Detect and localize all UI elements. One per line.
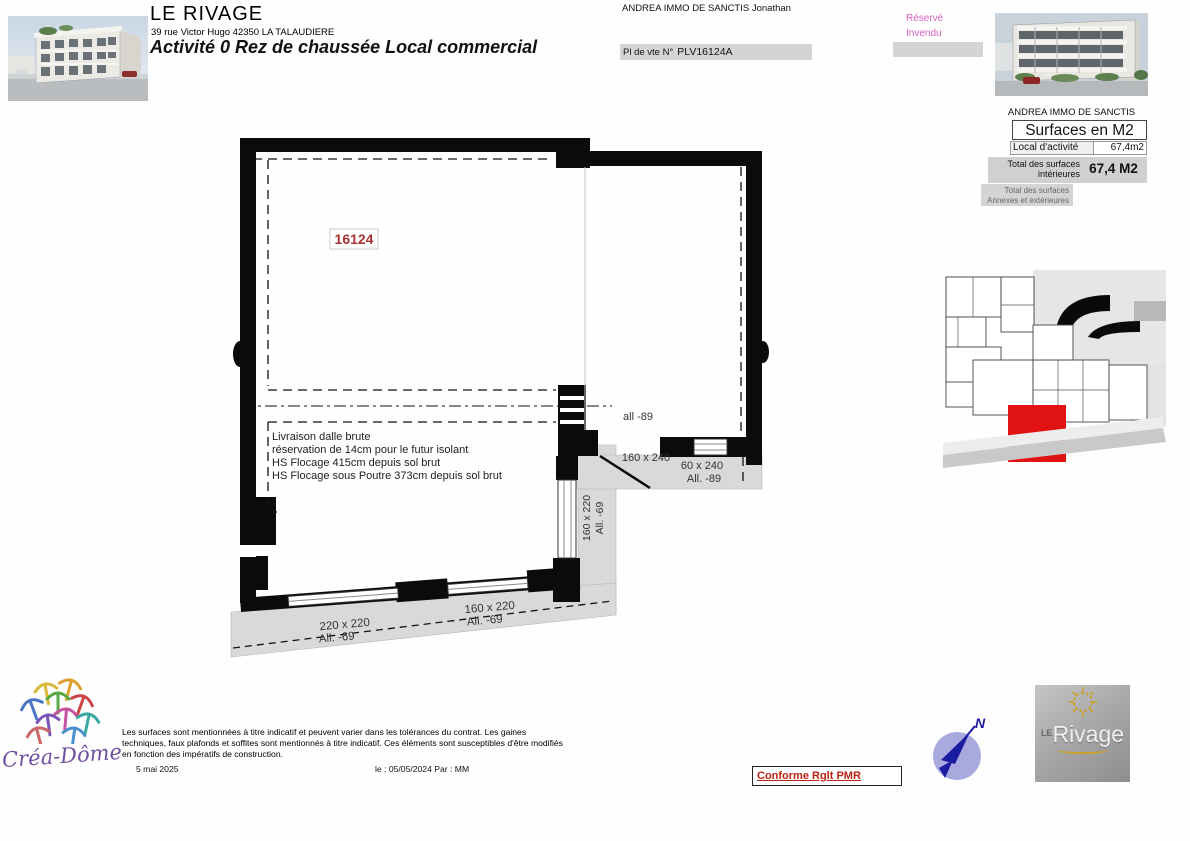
key-plan <box>938 265 1168 472</box>
svg-text:All. -69: All. -69 <box>466 613 504 629</box>
surfaces-annex: Total des surfaces Annexes et extérieures <box>981 184 1073 206</box>
svg-text:all -89: all -89 <box>623 411 653 423</box>
plan-reference-bar <box>620 44 812 60</box>
status-reserved: Réservé <box>906 13 944 24</box>
surfaces-total-value: 67,4 M2 <box>1089 161 1138 176</box>
svg-text:All. -69: All. -69 <box>594 501 606 535</box>
building-photo-right <box>995 13 1148 96</box>
svg-text:All. -89: All. -89 <box>686 473 722 485</box>
surfaces-row-label: Local d'activité <box>1010 141 1094 155</box>
svg-text:Livraison dalle brute: Livraison dalle brute <box>272 431 371 443</box>
svg-text:HS Flocage sous Poutre 373cm d: HS Flocage sous Poutre 373cm depuis sol brut <box>272 470 502 482</box>
photo-caption: ANDREA IMMO DE SANCTIS <box>1007 107 1136 118</box>
compass-north-icon <box>915 712 995 792</box>
surfaces-total-label: Total des surfaces intérieures <box>1007 159 1080 180</box>
disclaimer: Les surfaces sont mentionnées à titre indicatif et peuvent varier dans les tolérances du contrat. Les gaines techniques, faux plafonds et soffites sont mentionnés à titre indicatif. Ces éléments sont susceptibles d'être modifiés en fonction des impératifs de construction. <box>122 727 563 760</box>
project-name: LE RIVAGE <box>150 3 264 25</box>
svg-text:160 x 220: 160 x 220 <box>581 494 593 542</box>
building-photo-left <box>8 16 148 101</box>
rivage-wordmark: $^{LE}$Rivage <box>1040 721 1125 747</box>
unit-title: Activité 0 Rez de chaussée Local commercial <box>150 37 538 57</box>
rivage-gold-underline <box>1057 746 1109 754</box>
plan-reference-value: PLV16124A <box>677 46 733 58</box>
plan-notes <box>272 431 502 482</box>
creadome-wordmark: Créa-Dôme <box>1 739 123 773</box>
pmr-compliance-box: Conforme Rglt PMR <box>752 766 902 786</box>
issue-date: 5 mai 2025 <box>136 764 179 774</box>
project-address: 39 rue Victor Hugo 42350 LA TALAUDIERE <box>151 27 335 38</box>
surfaces-total <box>988 157 1147 183</box>
svg-text:220 x 220: 220 x 220 <box>319 616 371 634</box>
creadome-logo <box>8 672 120 744</box>
plan-reference-label: Pl de vte N° <box>623 46 674 58</box>
svg-text:réservation de 14cm pour le fu: réservation de 14cm pour le futur isolant <box>272 444 469 456</box>
svg-text:HS Flocage 415cm depuis sol br: HS Flocage 415cm depuis sol brut <box>272 457 441 469</box>
compass-n-label: N <box>975 715 986 731</box>
svg-text:160 x 240: 160 x 240 <box>621 452 671 464</box>
svg-text:All. -69: All. -69 <box>318 630 356 646</box>
surfaces-row <box>1010 141 1147 155</box>
surfaces-row-value: 67,4m2 <box>1094 141 1147 155</box>
status-unsold: Invendu <box>906 28 942 39</box>
floor-plan <box>225 130 775 665</box>
unit-number: 16124 <box>334 231 374 247</box>
rivage-logo <box>1035 685 1130 782</box>
surfaces-title: Surfaces en M2 <box>1012 120 1147 140</box>
svg-text:160 x 220: 160 x 220 <box>464 599 516 617</box>
revision-stamp: le : 05/05/2024 Par : MM <box>375 764 470 774</box>
status-bar <box>893 42 983 57</box>
svg-text:60 x 240: 60 x 240 <box>680 460 724 472</box>
rivage-emblem-icon <box>1065 685 1101 719</box>
plan-walls <box>233 138 769 603</box>
broker-name: ANDREA IMMO DE SANCTIS Jonathan <box>622 3 791 14</box>
